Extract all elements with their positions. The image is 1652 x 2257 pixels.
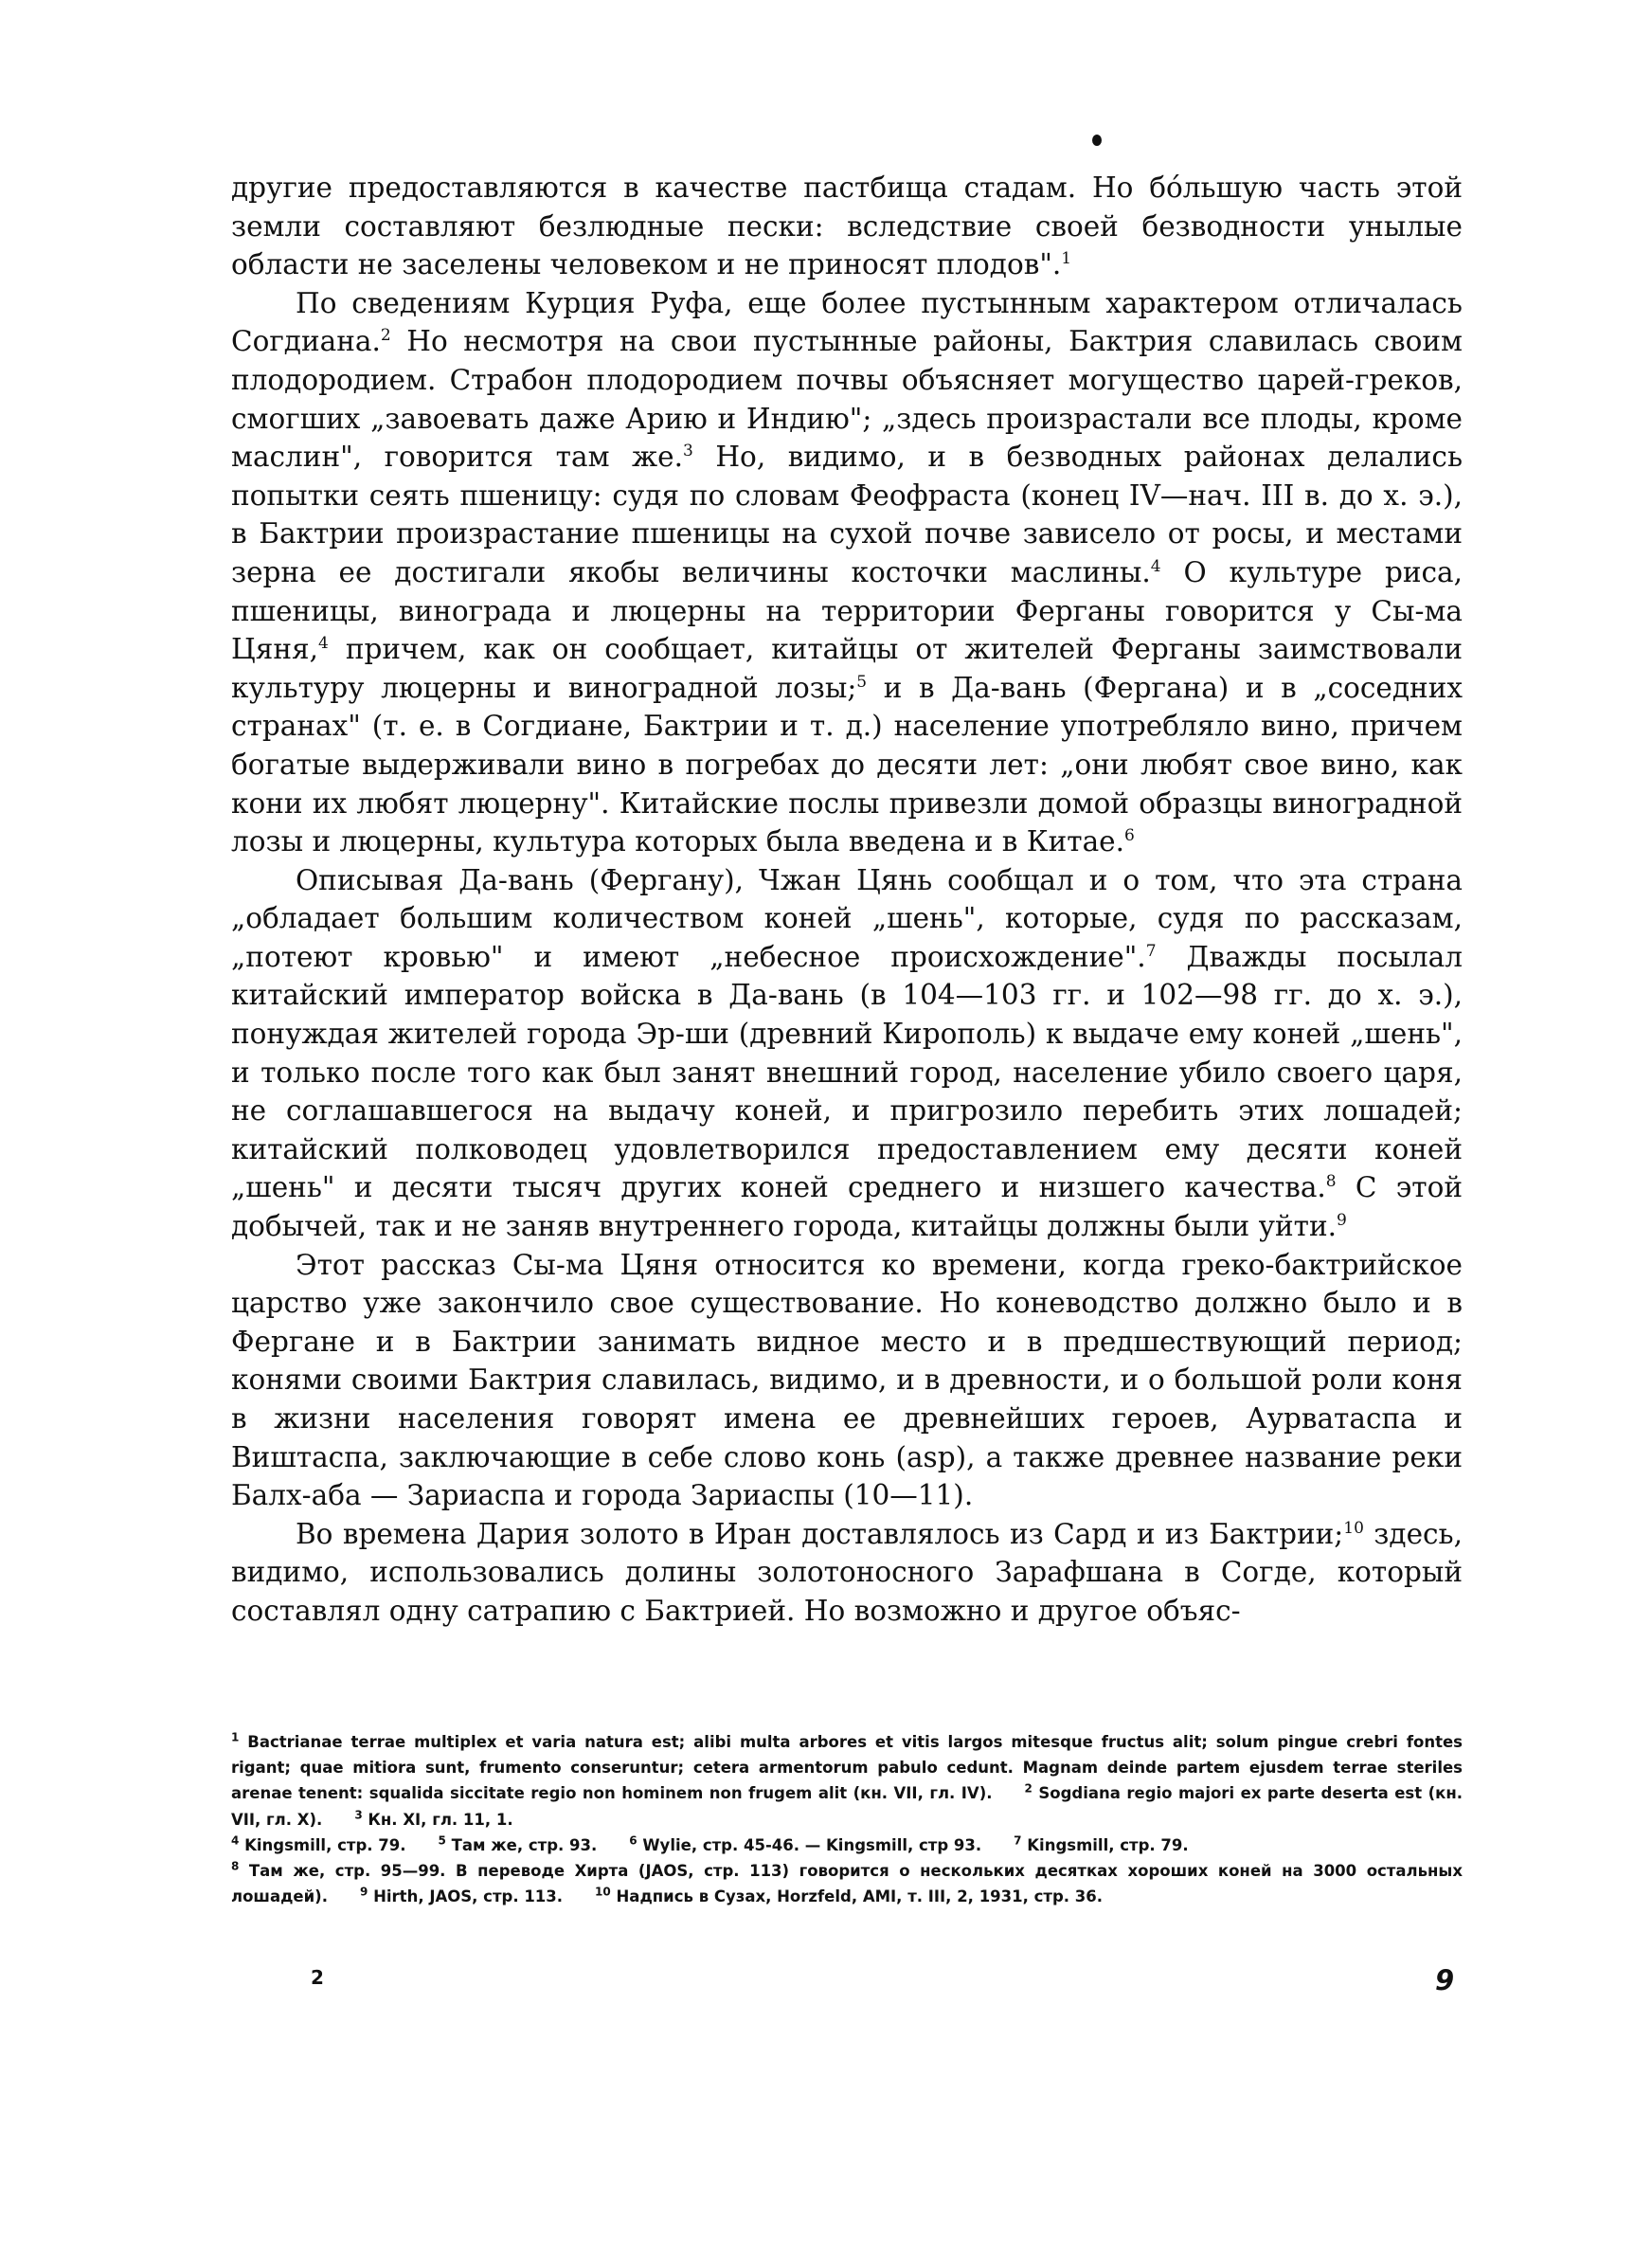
- paragraph: [231, 1515, 1463, 1631]
- paragraph: [231, 1246, 1463, 1515]
- footnote-number: 7: [1014, 1833, 1022, 1848]
- paragraph: [231, 284, 1463, 861]
- paragraph-text: Но, видимо, и в безводных районах делались попытки сеять пшеницу: судя по словам Феофраста (конец IV—нач. III в. до х. э.), в Бактрии произрастание пшеницы на сухой почве зависело от росы, и местами зерна ее достигали якобы величины косточки маслины.: [231, 441, 1463, 588]
- footnote-number: 2: [1024, 1781, 1032, 1796]
- footnote-ref: 4: [1150, 557, 1161, 577]
- paragraph-text: Но несмотря на свои пустынные районы, Бактрия славилась своим плодородием. Страбон плодородием почвы объясняет могущество царей-греков, смогших „завоевать даже Арию и Индию"; „здесь произрастали все плоды, кроме маслин", говорится там же.: [231, 325, 1463, 474]
- footnote-ref: 3: [683, 442, 693, 461]
- footnote: [1014, 1833, 1189, 1854]
- footnote-number: 1: [231, 1730, 240, 1744]
- footnote-ref: 4: [318, 634, 329, 654]
- footnote-text: Kingsmill, стр. 79.: [244, 1835, 406, 1854]
- footnote-ref: 9: [1336, 1211, 1347, 1231]
- footnote-text: Sogdiana regio majori ex parte deserta est (кн. VII, гл. X).: [231, 1784, 1463, 1829]
- footnote-number: 3: [354, 1808, 363, 1822]
- footnote-number: 4: [231, 1833, 240, 1848]
- footnote: [595, 1887, 1103, 1905]
- paragraph-text: здесь, видимо, использовались долины золотоносного Зарафшана в Согде, который составлял одну сатрапию с Бактрией. Но возможно и другое объяс-: [231, 1517, 1463, 1627]
- paragraph-text: другие предоставляются в качестве пастбища стадам. Но бо́льшую часть этой земли составляют безлюдные пески: вследствие своей безводности унылые области не заселены человеком и не приносят плодов".: [231, 172, 1463, 281]
- footnote-number: 10: [595, 1885, 611, 1899]
- footnote: [629, 1833, 982, 1854]
- footnote: [360, 1887, 563, 1905]
- footnote-text: Там же, стр. 93.: [451, 1835, 598, 1854]
- paragraph-text: причем, как он сообщает, китайцы от жителей Ферганы заимствовали культуру люцерны и виноградной лозы;: [231, 633, 1463, 704]
- footnote: [354, 1808, 513, 1829]
- footnote-ref: 6: [1124, 826, 1135, 846]
- footnote-ref: 7: [1145, 942, 1157, 962]
- page-number: 9: [1435, 1964, 1455, 1996]
- paragraph-text: О культуре риса, пшеницы, винограда и люцерны на территории Ферганы говорится у Сы-ма Цяня,: [231, 555, 1463, 666]
- paragraph-text: Описывая Да-вань (Фергану), Чжан Цянь сообщал и о том, что эта страна „обладает большим количеством коней „шень", которые, судя по рассказам, „потеют кровью" и имеют „небесное происхождение".: [231, 863, 1463, 973]
- paragraph-text: Этот рассказ Сы-ма Цяня относится ко времени, когда греко-бактрийское царство уже закончило свое существование. Но коневодство должно было и в Фергане и в Бактрии занимать видное место и в предшествующий период; конями своими Бактрия славилась, видимо, и в древности, и о большой роли коня в жизни населения говорят имена ее древнейших героев, Аурватаспа и Виштаспа, заключающие в себе слово конь (asp), а также древнее название реки Балх-аба — Зариаспа и города Зариаспы (10—11).: [231, 1248, 1463, 1512]
- footnote-ref: 8: [1325, 1172, 1337, 1192]
- footnote-text: Там же, стр. 95—99. В переводе Хирта (JAOS, стр. 113) говорится о нескольких десятках хороших коней на 3000 остальных лошадей).: [231, 1862, 1463, 1906]
- footnote-text: Kingsmill, стр. 79.: [1027, 1835, 1189, 1854]
- footnote-text: Bactrianae terrae multiplex et varia natura est; alibi multa arbores et vitis largos mitesque fructus alit; solum pingue crebri fontes rigant; quae mitiora sunt, frumento conseruntur; cetera armentorum pabulo cedunt. Magnam deinde partem ejusdem terrae steriles arenae tenent: squalida siccitate regio non hominem non frugem alit (кн. VII, гл. IV).: [231, 1733, 1463, 1803]
- main-text: [231, 169, 1463, 1631]
- footnote-number: 9: [359, 1885, 368, 1899]
- paragraph: [231, 861, 1463, 1246]
- footnote-line: [231, 1833, 1463, 1858]
- paragraph-text: По сведениям Курция Руфа, еще более пустынным характером отличалась Согдиана.: [231, 286, 1463, 358]
- footnote-text: Hirth, JAOS, стр. 113.: [373, 1887, 564, 1906]
- footnote-text: Кн. XI, гл. 11, 1.: [368, 1810, 513, 1829]
- footnotes: [231, 1729, 1463, 1909]
- footnote-text: Wylie, стр. 45-46. — Kingsmill, стр 93.: [642, 1835, 982, 1854]
- paragraph-text: Во времена Дария золото в Иран доставлялось из Сард и из Бактрии;: [296, 1517, 1344, 1550]
- footnote-number: 8: [231, 1859, 240, 1873]
- footnote-number: 6: [629, 1833, 637, 1848]
- footnote-number: 5: [438, 1833, 446, 1848]
- footnote-ref: 1: [1061, 249, 1072, 269]
- footnote-ref: 5: [856, 672, 868, 692]
- footnote-ref: 10: [1343, 1518, 1364, 1538]
- footnote-ref: 2: [380, 326, 391, 346]
- paragraph-text: и в Да-вань (Фергана) и в „соседних странах" (т. е. в Согдиане, Бактрии и т. д.) население употребляло вино, причем богатые выдерживали вино в погребах до десяти лет: „они любят свое вино, как кони их любят люцерну". Китайские послы привезли домой образцы виноградной лозы и люцерны, культура которых была введена и в Китае.: [231, 671, 1463, 858]
- footnote: [231, 1833, 406, 1854]
- paragraph-text: Дважды посылал китайский император войска в Да-вань (в 104—103 гг. и 102—98 гг. до х. э.), понуждая жителей города Эр-ши (древний Кирополь) к выдаче ему коней „шень", и только после того как был занят внешний город, население убило своего царя, не соглашавшегося на выдачу коней, и пригрозило перебить этих лошадей; китайский полководец удовлетворился предоставлением ему десяти коней „шень" и десяти тысяч других коней среднего и низшего качества.: [231, 940, 1463, 1204]
- printer-mark: [1092, 135, 1102, 146]
- footnote-line: [231, 1729, 1463, 1833]
- footnote: [438, 1833, 598, 1854]
- footnote-line: [231, 1858, 1463, 1909]
- paragraph-text: С этой добычей, так и не заняв внутреннего города, китайцы должны были уйти.: [231, 1171, 1463, 1243]
- signature-mark: 2: [311, 1966, 324, 1989]
- paragraph: [231, 169, 1463, 284]
- footnote-text: Надпись в Сузах, Horzfeld, AMI, т. III, 2, 1931, стр. 36.: [616, 1887, 1104, 1906]
